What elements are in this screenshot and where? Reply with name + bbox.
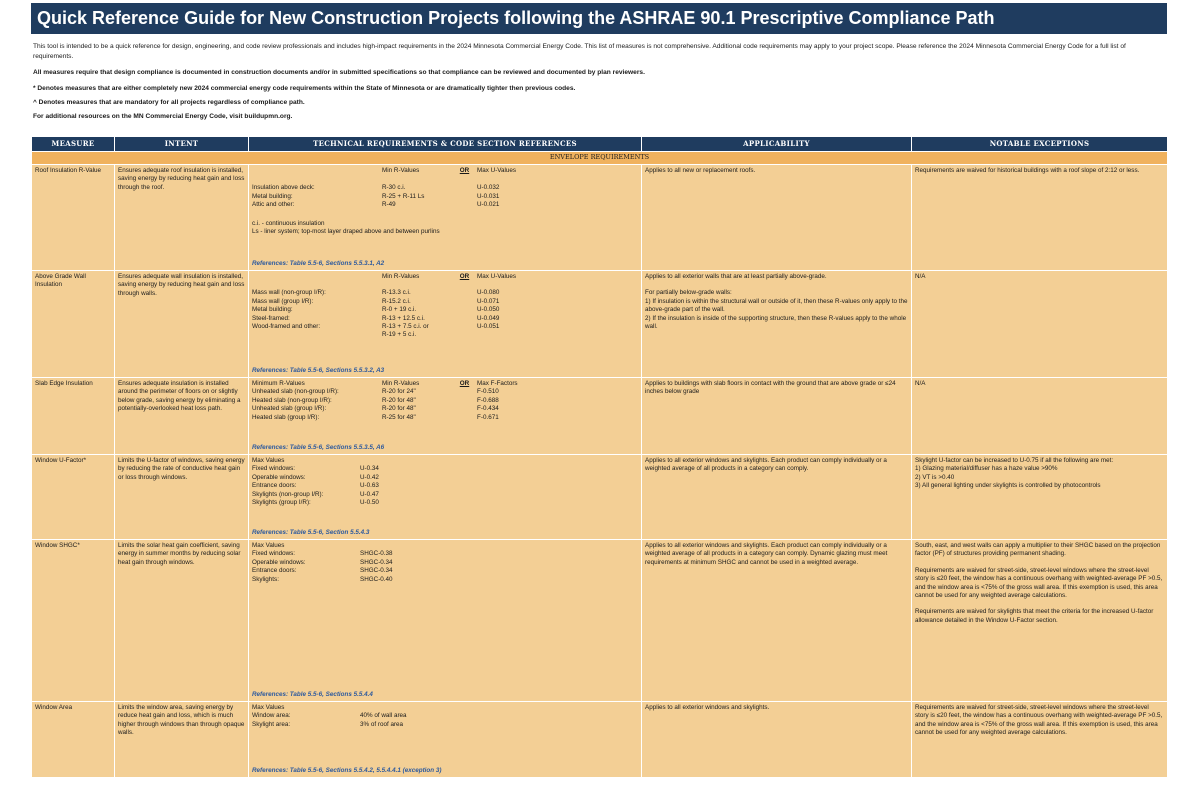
applicability-cell: Applies to all exterior windows and skylights. — [642, 702, 912, 778]
intent-cell: Ensures adequate roof insulation is installed, saving energy by reducing heat gain and loss through the roof. — [115, 165, 249, 271]
exceptions-cell: Requirements are waived for street-side, street-level windows where the street-level story is ≤20 feet, the window has a continuous overhang with weighted-average PF >0.5, and the window area is <75% of the gross wall area. If this exemption is used, this area cannot be used for any weighted average calculations. — [912, 702, 1168, 778]
header-notable-exceptions: NOTABLE EXCEPTIONS — [912, 137, 1168, 152]
requirements-header: Max Values — [252, 704, 285, 711]
table-row — [32, 540, 1168, 702]
intent-cell: Limits the window area, saving energy by reduce heat gain and loss, which is much higher through windows than through opaque walls. — [115, 702, 249, 778]
table-row — [32, 378, 1168, 455]
intent-cell: Limits the solar heat gain coefficient, saving energy in summer months by reducing solar heat gain through windows. — [115, 540, 249, 702]
requirements-cell — [249, 455, 642, 540]
intro-resources-note: For additional resources on the MN Commercial Energy Code, visit buildupmn.org. — [33, 113, 293, 120]
header-technical-requirements: TECHNICAL REQUIREMENTS & CODE SECTION REFERENCES — [249, 137, 642, 152]
requirements-table — [31, 136, 1168, 778]
applicability-text: Applies to all exterior walls that are at least partially above-grade. — [645, 273, 827, 280]
requirements-header: Minimum R-Values Min R-Values OR Max F-Factors — [252, 380, 518, 387]
exception-text: Requirements are waived for skylights that meet the criteria for the increased U-factor allowance detailed in the Window U-Factor section. — [915, 608, 1154, 624]
applicability-text: 1) If insulation is within the structural wall or outside of it, then these R-values only apply to the above-grade part of the wall. — [645, 297, 908, 314]
applicability-cell: Applies to all exterior windows and skylights. Each product can comply individually or a weighted average of all products in a category can comply. Dynamic glazing must meet requirements at minimum SHGC and cannot be used in a weighted average. — [642, 540, 912, 702]
requirement-line: Attic and other: R-49 U-0.021 — [252, 201, 500, 209]
intro-compliance-note: All measures require that design compliance is documented in construction documents and/or in submitted specifications so that compliance can be reviewed and documented by plan reviewers. — [33, 69, 645, 76]
requirements-header: Max Values — [252, 542, 285, 549]
requirement-line: Metal building: R-25 + R-11 Ls U-0.031 — [252, 192, 500, 200]
exception-text: Skylight U-factor can be increased to U-0.75 if all the following are met: — [915, 457, 1114, 464]
requirements-cell — [249, 271, 642, 378]
intro-paragraph: This tool is intended to be a quick reference for design, engineering, and code review professionals and includes high-impact requirements in the 2024 Minnesota Commercial Energy Code. This list of measures is not comprehensive. Additional code requirements may apply to your project scope. Please reference the 2024 Minnesota Commercial Energy Code for a full list of requirements. — [33, 43, 1126, 60]
references-text: References: Table 5.5-6, Sections 5.5.4.4 — [252, 690, 373, 698]
exceptions-cell: Requirements are waived for historical buildings with a roof slope of 2:12 or less. — [912, 165, 1168, 271]
requirement-line: Entrance doors: U-0.63 — [252, 482, 379, 490]
table-header-row — [32, 137, 1168, 152]
requirement-note: c.i. - continuous insulation — [252, 219, 325, 227]
requirement-line: Heated slab (group I/R): R-25 for 48" F-0.671 — [252, 413, 499, 421]
section-label: ENVELOPE REQUIREMENTS — [32, 152, 1168, 165]
measure-cell: Slab Edge Insulation — [32, 378, 115, 455]
applicability-cell: Applies to all exterior windows and skylights. Each product can comply individually or a weighted average of all products in a category can comply. — [642, 455, 912, 540]
requirement-line: Skylight area: 3% of roof area — [252, 720, 404, 728]
exception-text: South, east, and west walls can apply a multiplier to their SHGC based on the projection factor (PF) of structures providing permanent shading. — [915, 542, 1161, 558]
intro-text — [33, 42, 1165, 126]
intent-cell: Ensures adequate wall insulation is installed, saving energy by reducing heat gain and loss through walls. — [115, 271, 249, 378]
intent-cell: Ensures adequate insulation is installed around the perimeter of floors on or slightly below grade, saving energy by eliminating a potentially-overlooked heat loss path. — [115, 378, 249, 455]
requirement-line: Unheated slab (non-group I/R): R-20 for 24" F-0.510 — [252, 388, 499, 396]
exception-text: 3) All general lighting under skylights is controlled by photocontrols — [915, 482, 1101, 490]
requirements-header: Min R-Values OR Max U-Values — [382, 273, 517, 280]
measure-cell: Roof Insulation R-Value — [32, 165, 115, 271]
exceptions-cell: N/A — [912, 271, 1168, 378]
requirement-line: Entrance doors: SHGC-0.34 — [252, 567, 393, 575]
table-row — [32, 455, 1168, 540]
references-text: References: Table 5.5-6, Section 5.5.4.3 — [252, 528, 370, 536]
table-row — [32, 702, 1168, 778]
intent-cell: Limits the U-factor of windows, saving energy by reducing the rate of conductive heat gain or loss through windows. — [115, 455, 249, 540]
applicability-text: For partially below-grade walls: — [645, 289, 732, 297]
requirement-note: Ls - liner system; top-most layer draped above and between purlins — [252, 228, 440, 236]
exception-text: 2) VT is >0.40 — [915, 473, 955, 481]
applicability-cell — [642, 271, 912, 378]
requirements-cell — [249, 378, 642, 455]
page-title: Quick Reference Guide for New Construction Projects following the ASHRAE 90.1 Prescriptive Compliance Path — [31, 3, 1167, 34]
section-row — [32, 152, 1168, 165]
requirement-line: Mass wall (non-group I/R): R-13.3 c.i. U-0.080 — [252, 289, 500, 297]
requirements-header: Max Values — [252, 457, 285, 464]
exception-text: Requirements are waived for street-side, street-level windows where the street-level story is ≤20 feet, the window has a continuous overhang with weighted-average PF >0.5, and the window area is <75% of the gross wall area. If this exemption is used, this area cannot be used for any weighted average calculations. — [915, 566, 1163, 600]
requirement-line: Steel-framed: R-13 + 12.5 c.i. U-0.049 — [252, 314, 500, 322]
requirement-line: Mass wall (group I/R): R-15.2 c.i. U-0.071 — [252, 297, 500, 305]
exceptions-cell — [912, 455, 1168, 540]
requirement-line: Skylights (non-group I/R): U-0.47 — [252, 490, 379, 498]
requirement-line: Unheated slab (group I/R): R-20 for 48" F-0.434 — [252, 405, 499, 413]
requirement-line: Skylights (group I/R): U-0.50 — [252, 499, 379, 507]
intro-caret-note: ^ Denotes measures that are mandatory for all projects regardless of compliance path. — [33, 99, 305, 106]
intro-asterisk-note: * Denotes measures that are either completely new 2024 commercial energy code requirements within the State of Minnesota or are dramatically tighter then previous codes. — [33, 85, 576, 92]
applicability-cell: Applies to all new or replacement roofs. — [642, 165, 912, 271]
measure-cell: Window SHGC* — [32, 540, 115, 702]
references-text: References: Table 5.5-6, Sections 5.5.3.1, A2 — [252, 259, 385, 267]
requirement-line: Wood-framed and other: R-13 + 7.5 c.i. or U-0.051 — [252, 323, 500, 331]
references-text: References: Table 5.5-6, Sections 5.5.4.2, 5.5.4.4.1 (exception 3) — [252, 766, 442, 774]
requirement-line: Window area: 40% of wall area — [252, 712, 407, 720]
measure-cell: Window U-Factor* — [32, 455, 115, 540]
requirement-line: Heated slab (non-group I/R): R-20 for 48" F-0.688 — [252, 396, 499, 404]
requirement-line: Operable windows: U-0.42 — [252, 473, 379, 481]
measure-cell: Above Grade Wall Insulation — [32, 271, 115, 378]
requirement-line: Insulation above deck: R-30 c.i. U-0.032 — [252, 184, 500, 192]
requirement-line: R-19 + 5 c.i. — [382, 331, 417, 339]
measure-cell: Window Area — [32, 702, 115, 778]
applicability-cell: Applies to buildings with slab floors in contact with the ground that are above grade or ≤24 inches below grade — [642, 378, 912, 455]
references-text: References: Table 5.5-6, Sections 5.5.3.2, A3 — [252, 366, 385, 374]
applicability-text: 2) If the insulation is inside of the supporting structure, then these R-values apply to the whole wall. — [645, 314, 907, 331]
exceptions-cell — [912, 540, 1168, 702]
table-row — [32, 271, 1168, 378]
requirement-line: Fixed windows: SHGC-0.38 — [252, 550, 393, 558]
requirements-header: Min R-Values OR Max U-Values — [382, 167, 517, 174]
requirement-line: Metal building: R-0 + 19 c.i. U-0.050 — [252, 306, 500, 314]
requirement-line: Fixed windows: U-0.34 — [252, 465, 379, 473]
requirement-line: Operable windows: SHGC-0.34 — [252, 558, 393, 566]
requirements-cell — [249, 702, 642, 778]
header-applicability: APPLICABILITY — [642, 137, 912, 152]
table-row — [32, 165, 1168, 271]
requirements-cell — [249, 165, 642, 271]
header-intent: INTENT — [115, 137, 249, 152]
exceptions-cell: N/A — [912, 378, 1168, 455]
exception-text: 1) Glazing material/diffuser has a haze value >90% — [915, 465, 1058, 473]
requirement-line: Skylights: SHGC-0.40 — [252, 575, 393, 583]
header-measure: MEASURE — [32, 137, 115, 152]
references-text: References: Table 5.5-6, Sections 5.5.3.5, A6 — [252, 443, 385, 451]
requirements-cell — [249, 540, 642, 702]
